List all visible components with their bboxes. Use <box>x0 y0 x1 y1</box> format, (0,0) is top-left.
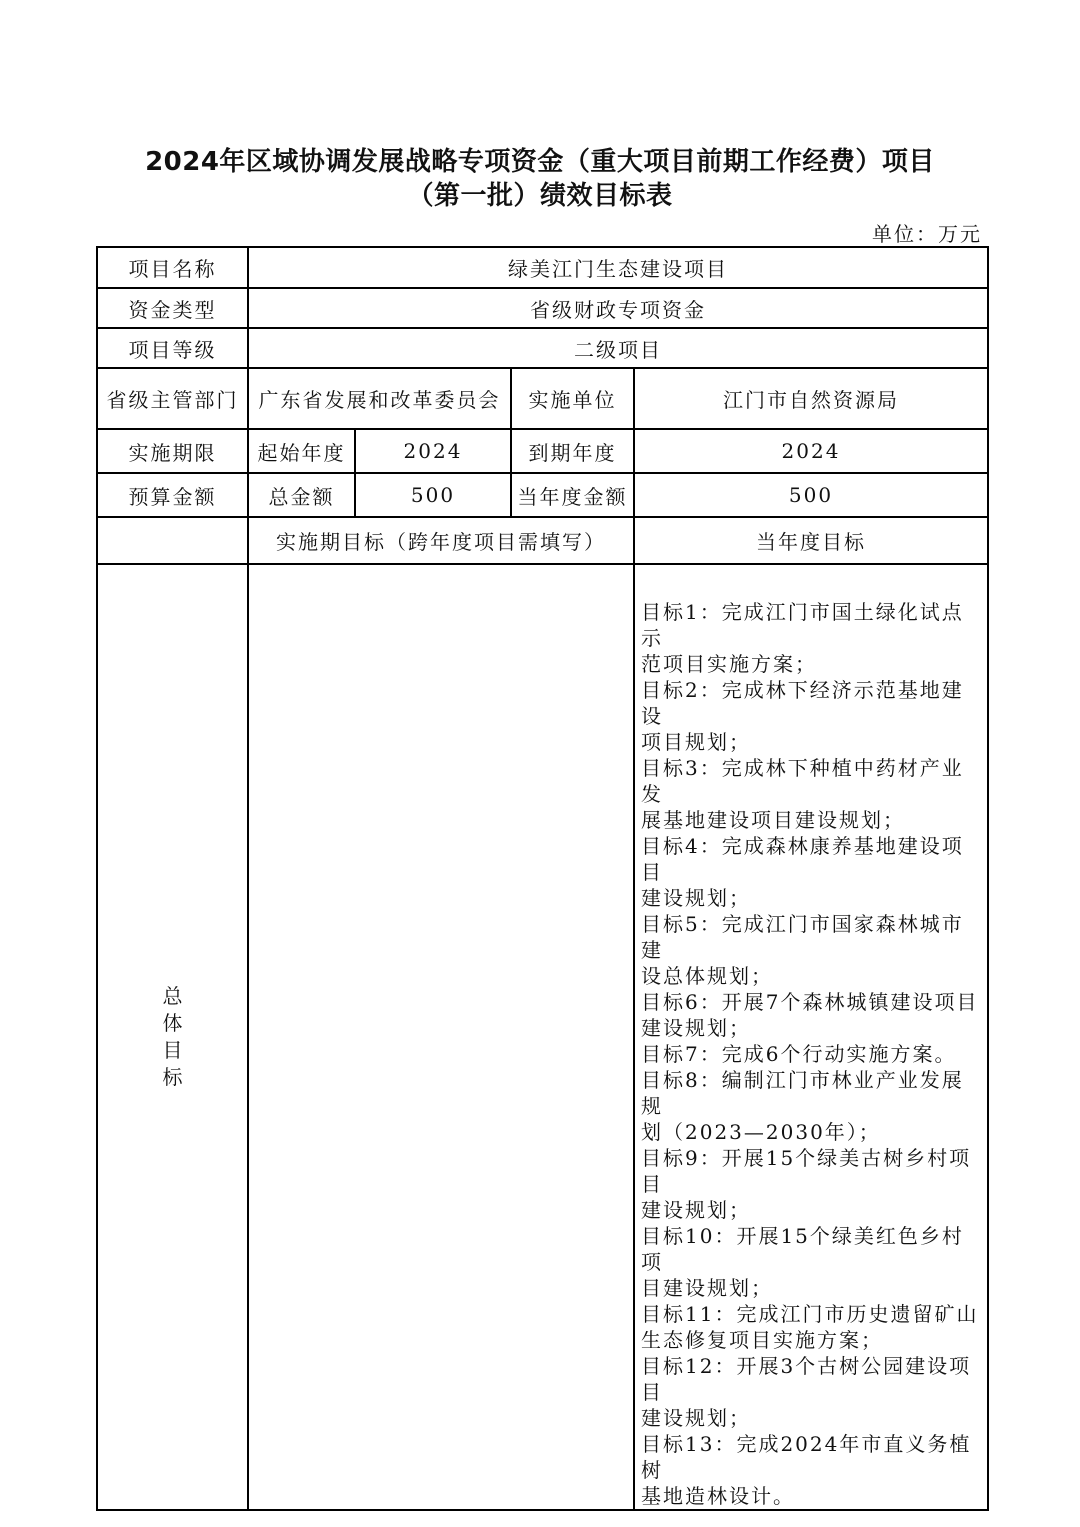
goal-line: 目标6：开展7个森林城镇建设项目 <box>641 990 979 1014</box>
overall-goal-label-text <box>161 983 185 1091</box>
performance-goal-table <box>96 246 989 1511</box>
fund-type-label: 资金类型 <box>97 288 248 328</box>
project-level-value: 二级项目 <box>248 328 988 368</box>
row-fund-type <box>97 288 988 328</box>
fund-type-value: 省级财政专项资金 <box>248 288 988 328</box>
current-amount-value: 500 <box>634 473 988 517</box>
goal-line: 目标3：完成林下种植中药材产业发 <box>641 756 964 806</box>
overall-goal-label <box>97 564 248 1510</box>
row-project-name <box>97 247 988 288</box>
goal-line: 目标2：完成林下经济示范基地建设 <box>641 678 964 728</box>
total-label: 总金额 <box>248 473 355 517</box>
dept-value: 广东省发展和改革委员会 <box>248 368 511 429</box>
current-goal-content <box>634 564 988 1510</box>
current-amount-label: 当年度金额 <box>511 473 634 517</box>
goal-line: 目标5：完成江门市国家森林城市建 <box>641 912 964 962</box>
period-goal-content <box>248 564 634 1510</box>
period-label: 实施期限 <box>97 429 248 473</box>
overall-goal-char: 总 <box>162 984 183 1008</box>
document-title-line-1: 2024年区域协调发展战略专项资金（重大项目前期工作经费）项目 <box>145 147 935 177</box>
overall-goal-char: 标 <box>162 1065 183 1089</box>
project-name-label: 项目名称 <box>97 247 248 288</box>
overall-goal-char: 体 <box>162 1011 183 1035</box>
goal-line: 基地造林设计。 <box>641 1484 795 1508</box>
start-year-value: 2024 <box>355 429 511 473</box>
goal-line: 建设规划； <box>641 1406 751 1430</box>
overall-goal-char: 目 <box>162 1038 183 1062</box>
row-period <box>97 429 988 473</box>
goal-line: 划（2023—2030年）； <box>641 1120 881 1144</box>
goal-header-blank <box>97 517 248 564</box>
dept-label: 省级主管部门 <box>97 368 248 429</box>
goal-line: 建设规划； <box>641 1016 751 1040</box>
goal-line: 目标1：完成江门市国土绿化试点示 <box>641 600 964 650</box>
end-year-value: 2024 <box>634 429 988 473</box>
row-project-level <box>97 328 988 368</box>
goal-line: 目标12：开展3个古树公园建设项目 <box>641 1354 972 1404</box>
goal-line: 项目规划； <box>641 730 751 754</box>
row-overall-goal <box>97 564 988 1510</box>
period-goal-header: 实施期目标（跨年度项目需填写） <box>248 517 634 564</box>
impl-unit-label: 实施单位 <box>511 368 634 429</box>
goal-line: 范项目实施方案； <box>641 652 817 676</box>
project-level-label: 项目等级 <box>97 328 248 368</box>
total-value: 500 <box>355 473 511 517</box>
goal-line: 目标8：编制江门市林业产业发展规 <box>641 1068 964 1118</box>
budget-label: 预算金额 <box>97 473 248 517</box>
impl-unit-value: 江门市自然资源局 <box>634 368 988 429</box>
unit-label: 单位：万元 <box>872 222 982 246</box>
end-year-label: 到期年度 <box>511 429 634 473</box>
goal-line: 目标4：完成森林康养基地建设项目 <box>641 834 964 884</box>
goal-line: 建设规划； <box>641 886 751 910</box>
goal-line: 生态修复项目实施方案； <box>641 1328 883 1352</box>
goal-line: 目建设规划； <box>641 1276 773 1300</box>
current-goal-header: 当年度目标 <box>634 517 988 564</box>
start-year-label: 起始年度 <box>248 429 355 473</box>
goal-line: 设总体规划； <box>641 964 773 988</box>
goal-line: 建设规划； <box>641 1198 751 1222</box>
row-goal-headers <box>97 517 988 564</box>
row-budget <box>97 473 988 517</box>
goal-line: 目标9：开展15个绿美古树乡村项目 <box>641 1146 972 1196</box>
goal-line: 目标13：完成2024年市直义务植树 <box>641 1432 972 1482</box>
document-title-line-2: （第一批）绩效目标表 <box>407 181 673 211</box>
row-department <box>97 368 988 429</box>
goal-line: 目标11：完成江门市历史遗留矿山 <box>641 1302 979 1326</box>
project-name-value: 绿美江门生态建设项目 <box>248 247 988 288</box>
goal-line: 目标10：开展15个绿美红色乡村项 <box>641 1224 964 1274</box>
goal-line: 目标7：完成6个行动实施方案。 <box>641 1042 957 1066</box>
goal-line: 展基地建设项目建设规划； <box>641 808 905 832</box>
